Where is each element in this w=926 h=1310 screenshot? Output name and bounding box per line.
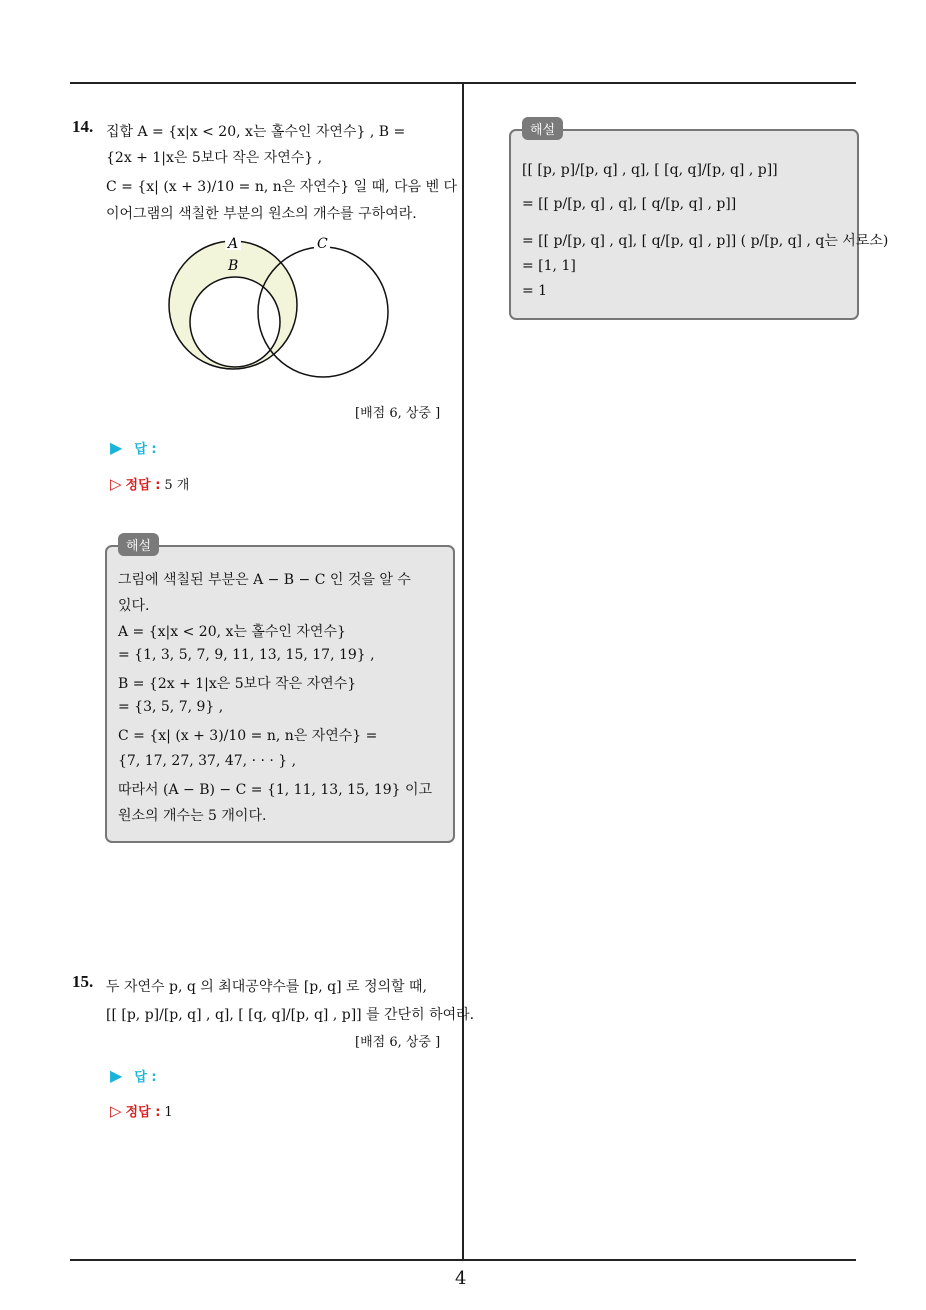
page-number: 4: [455, 1268, 467, 1289]
q14-solution-line-8: {7, 17, 27, 37, 47, · · · } ,: [118, 753, 297, 769]
q14-score: [배점 6, 상중 ]: [355, 406, 441, 421]
q15-solution-line-3: = [[ p/[p, q] , q], [ q/[p, q] , p]] ( p/[p, q] , q는 서로소): [522, 233, 889, 249]
q15-solution-line-4: = [1, 1]: [522, 258, 576, 274]
bottom-rule: [70, 1259, 856, 1261]
q14-line-2: {2x + 1|x은 5보다 작은 자연수} ,: [106, 150, 323, 166]
q15-correct-label: 정답 :: [125, 1105, 161, 1120]
q15-score: [배점 6, 상중 ]: [355, 1035, 441, 1050]
q14-line-1: 집합 A = {x|x < 20, x는 홀수인 자연수} , B =: [106, 124, 406, 140]
q15-solution-tag: 해설: [522, 117, 563, 140]
q14-correct-label: 정답 :: [125, 478, 161, 493]
q14-correct-row: [110, 474, 189, 493]
q14-solution-line-2: 있다.: [118, 598, 150, 614]
q14-solution-line-9: 따라서 (A − B) − C = {1, 11, 13, 15, 19} 이고: [118, 782, 433, 798]
correct-triangle-icon: ▷: [110, 1102, 122, 1120]
correct-triangle-icon: ▷: [110, 475, 122, 493]
column-divider: [462, 82, 464, 1260]
q14-solution-line-10: 원소의 개수는 5 개이다.: [118, 808, 267, 824]
q15-number: 15.: [72, 972, 94, 991]
q14-answer-label: 답 :: [134, 442, 157, 457]
q14-solution-tag: 해설: [118, 533, 159, 556]
q15-answer-label: 답 :: [134, 1070, 157, 1085]
q14-solution-line-3: A = {x|x < 20, x는 홀수인 자연수}: [118, 624, 346, 640]
venn-diagram: [160, 232, 400, 384]
venn-label-c: C: [317, 236, 328, 252]
q15-answer-row[interactable]: [110, 1066, 157, 1085]
answer-triangle-icon: ▶: [110, 438, 123, 457]
q15-correct-value: 1: [164, 1105, 173, 1120]
q15-line-1: 두 자연수 p, q 의 최대공약수를 [p, q] 로 정의할 때,: [106, 979, 428, 995]
q14-solution-line-6: = {3, 5, 7, 9} ,: [118, 699, 224, 715]
q15-solution-line-1: [[ [p, p]/[p, q] , q], [ [q, q]/[p, q] , p]]: [522, 162, 778, 178]
venn-circle-c: [258, 247, 388, 377]
answer-triangle-icon: ▶: [110, 1066, 123, 1085]
q14-correct-value: 5 개: [164, 478, 190, 493]
q14-line-3: C = {x| (x + 3)/10 = n, n은 자연수} 일 때, 다음 벤 다: [106, 179, 458, 195]
q15-solution-line-2: = [[ p/[p, q] , q], [ q/[p, q] , p]]: [522, 196, 737, 212]
q14-solution-line-4: = {1, 3, 5, 7, 9, 11, 13, 15, 17, 19} ,: [118, 647, 375, 663]
venn-label-a: A: [228, 236, 239, 252]
q14-number: 14.: [72, 117, 94, 136]
q15-solution-line-5: = 1: [522, 283, 548, 299]
q14-answer-row[interactable]: [110, 438, 157, 457]
q15-solution-box: [509, 129, 859, 320]
venn-label-b: B: [228, 258, 239, 274]
q14-solution-line-1: 그림에 색칠된 부분은 A − B − C 인 것을 알 수: [118, 572, 411, 588]
q14-line-4: 이어그램의 색칠한 부분의 원소의 개수를 구하여라.: [106, 206, 417, 222]
q15-correct-row: [110, 1101, 173, 1120]
venn-circle-b: [190, 277, 280, 367]
q14-solution-line-5: B = {2x + 1|x은 5보다 작은 자연수}: [118, 676, 357, 692]
q15-line-2: [[ [p, p]/[p, q] , q], [ [q, q]/[p, q] , p]] 를 간단히 하여라.: [106, 1007, 475, 1023]
q14-solution-line-7: C = {x| (x + 3)/10 = n, n은 자연수} =: [118, 728, 378, 744]
